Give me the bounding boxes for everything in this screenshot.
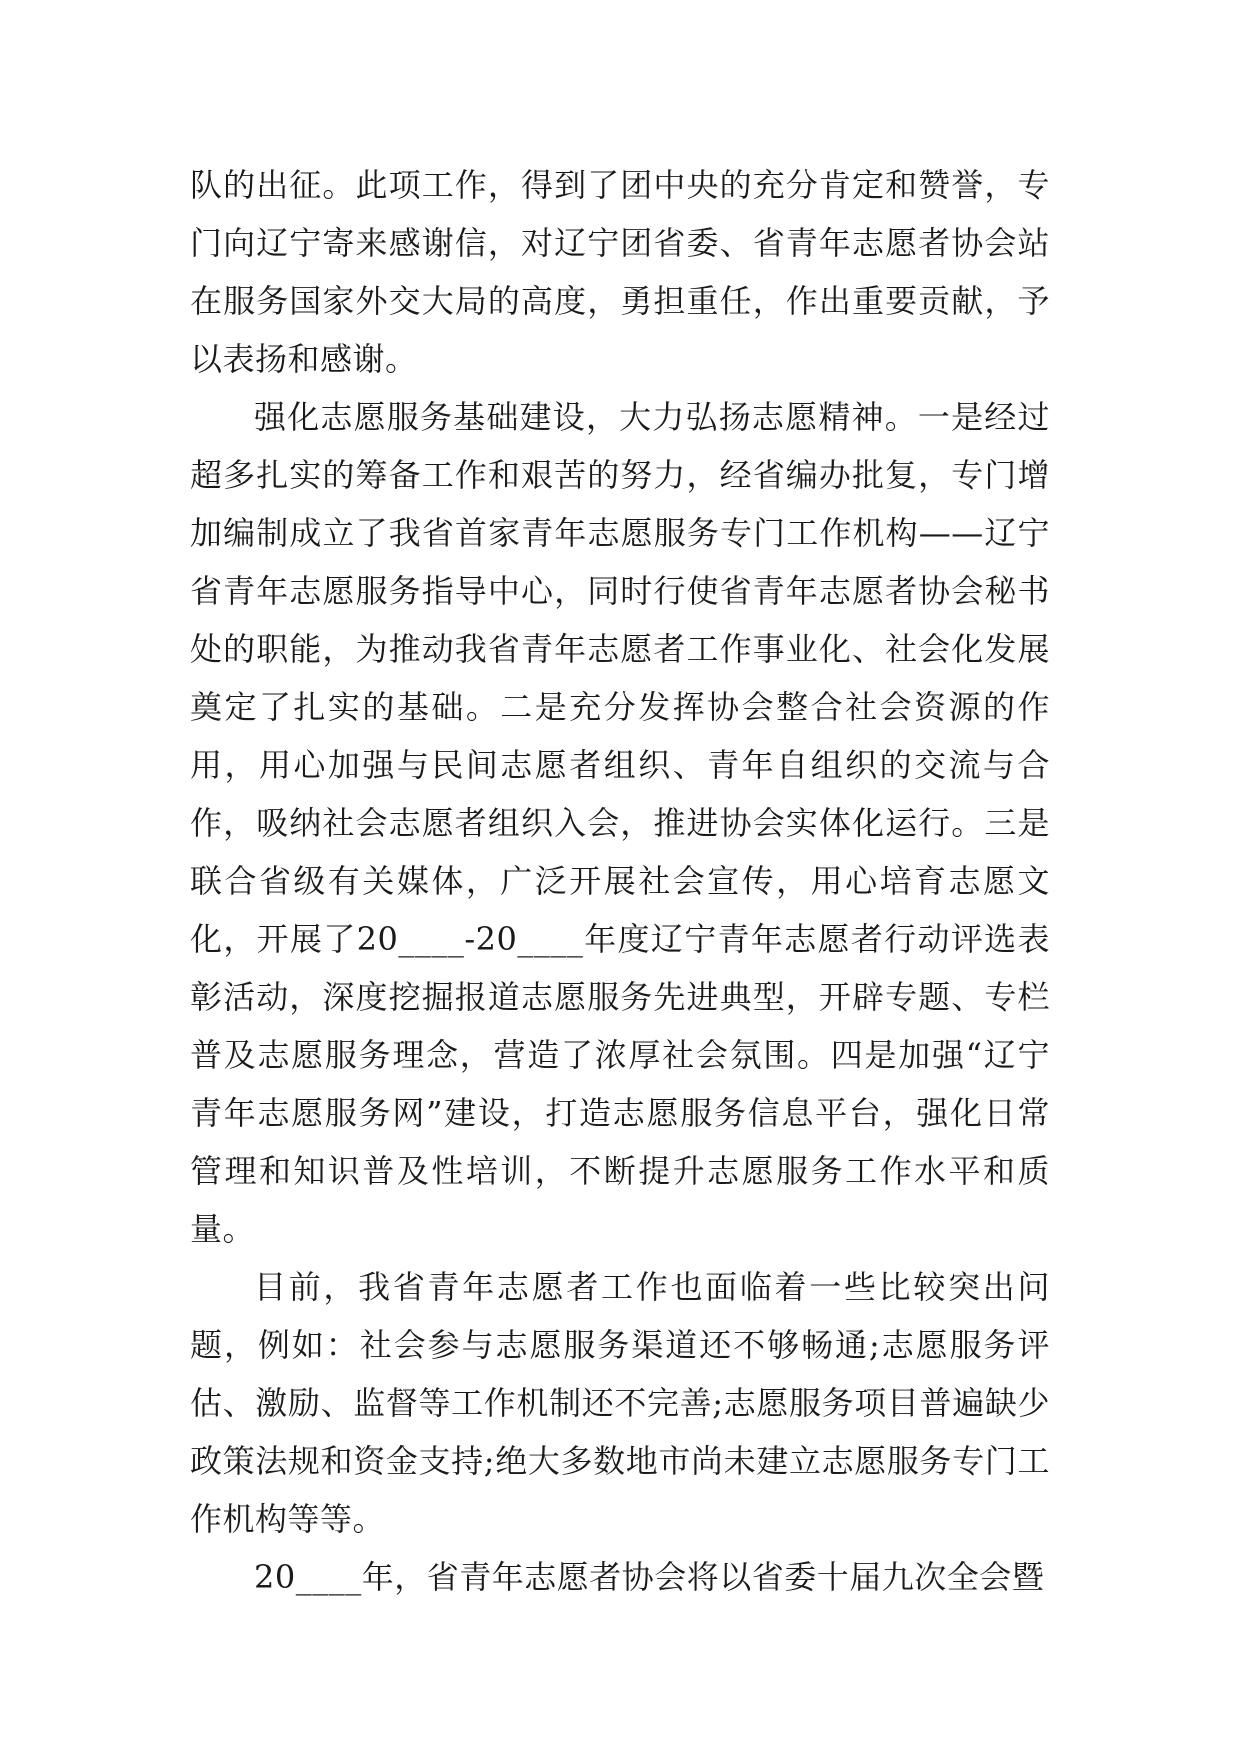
paragraph-4: 20____年，省青年志愿者协会将以省委十届九次全会暨 (254, 1558, 1045, 1596)
paragraph-2: 强化志愿服务基础建设，大力弘扬志愿精神。一是经过超多扎实的筹备工作和艰苦的努力，经省编办批复，专门增加编制成立了我省首家青年志愿服务专门工作机构——辽宁省青年志愿服务指导中心，同时行使省青年志愿者协会秘书处的职能，为推动我省青年志愿者工作事业化、社会化发展奠定了扎实的基础。二是充分发挥协会整合社会资源的作用，用心加强与民间志愿者组织、青年自组织的交流与合作，吸纳社会志愿者组织入会，推进协会实体化运行。三是联合省级有关媒体，广泛开展社会宣传，用心培育志愿文化，开展了20____-20____年度辽宁青年志愿者行动评选表彰活动，深度挖掘报道志愿服务先进典型，开辟专题、专栏普及志愿服务理念，营造了浓厚社会氛围。四是加强“辽宁青年志愿服务网”建设，打造志愿服务信息平台，强化日常管理和知识普及性培训，不断提升志愿服务工作水平和质量。 (190, 398, 1050, 1248)
document-body (190, 156, 1050, 1606)
paragraph-3: 目前，我省青年志愿者工作也面临着一些比较突出问题，例如：社会参与志愿服务渠道还不够畅通;志愿服务评估、激励、监督等工作机制还不完善;志愿服务项目普遍缺少政策法规和资金支持;绝大多数地市尚未建立志愿服务专门工作机构等等。 (190, 1268, 1050, 1538)
paragraph-1: 队的出征。此项工作，得到了团中央的充分肯定和赞誉，专门向辽宁寄来感谢信，对辽宁团省委、省青年志愿者协会站在服务国家外交大局的高度，勇担重任，作出重要贡献，予以表扬和感谢。 (190, 166, 1050, 378)
